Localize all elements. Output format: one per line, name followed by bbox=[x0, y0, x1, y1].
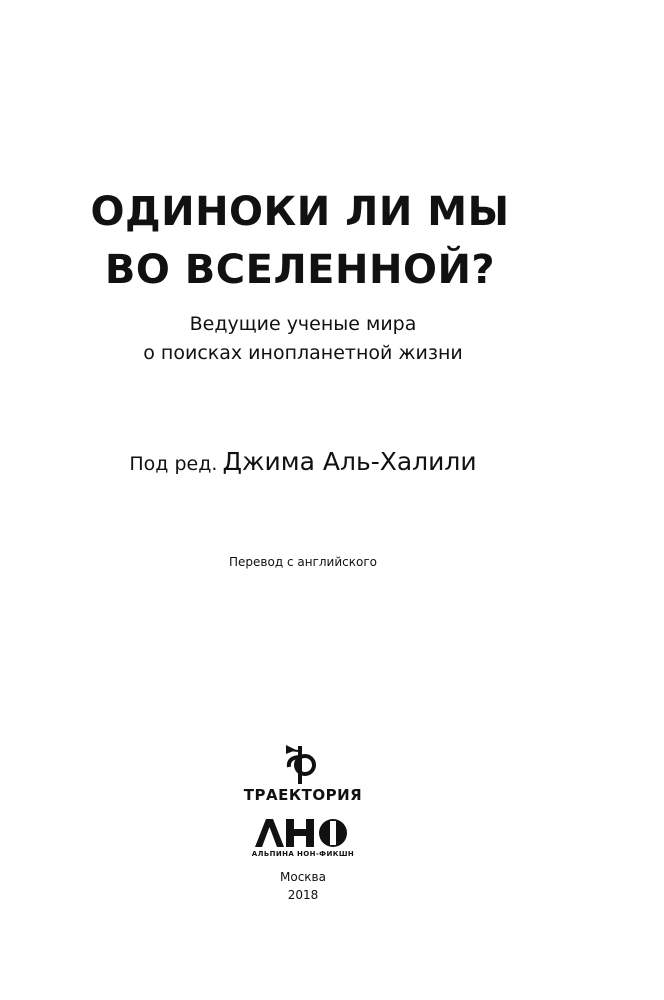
book-title-line-1: ОДИНОКИ ЛИ МЫ bbox=[90, 189, 510, 235]
book-title bbox=[0, 183, 600, 299]
book-subtitle-line-2: о поисках инопланетной жизни bbox=[143, 342, 463, 364]
editor-prefix: Под ред. bbox=[129, 453, 218, 475]
phi-arrow-icon bbox=[278, 742, 326, 786]
book-subtitle bbox=[0, 310, 606, 368]
book-subtitle-line-1: Ведущие ученые мира bbox=[189, 313, 417, 335]
book-title-line-2: ВО ВСЕЛЕННОЙ? bbox=[104, 247, 496, 293]
editor-name: Джима Аль-Халили bbox=[222, 447, 477, 476]
translation-note: Перевод с английского bbox=[229, 555, 377, 569]
editor-credit bbox=[0, 447, 606, 476]
publisher-trajectory: ТРАЕКТОРИЯ bbox=[243, 786, 363, 804]
imprint-city: Москва bbox=[280, 870, 326, 884]
publisher-alpina: АЛЬПИНА НОН-ФИКШН bbox=[251, 850, 355, 858]
imprint-year: 2018 bbox=[287, 888, 319, 902]
anf-logo-icon bbox=[253, 818, 351, 848]
